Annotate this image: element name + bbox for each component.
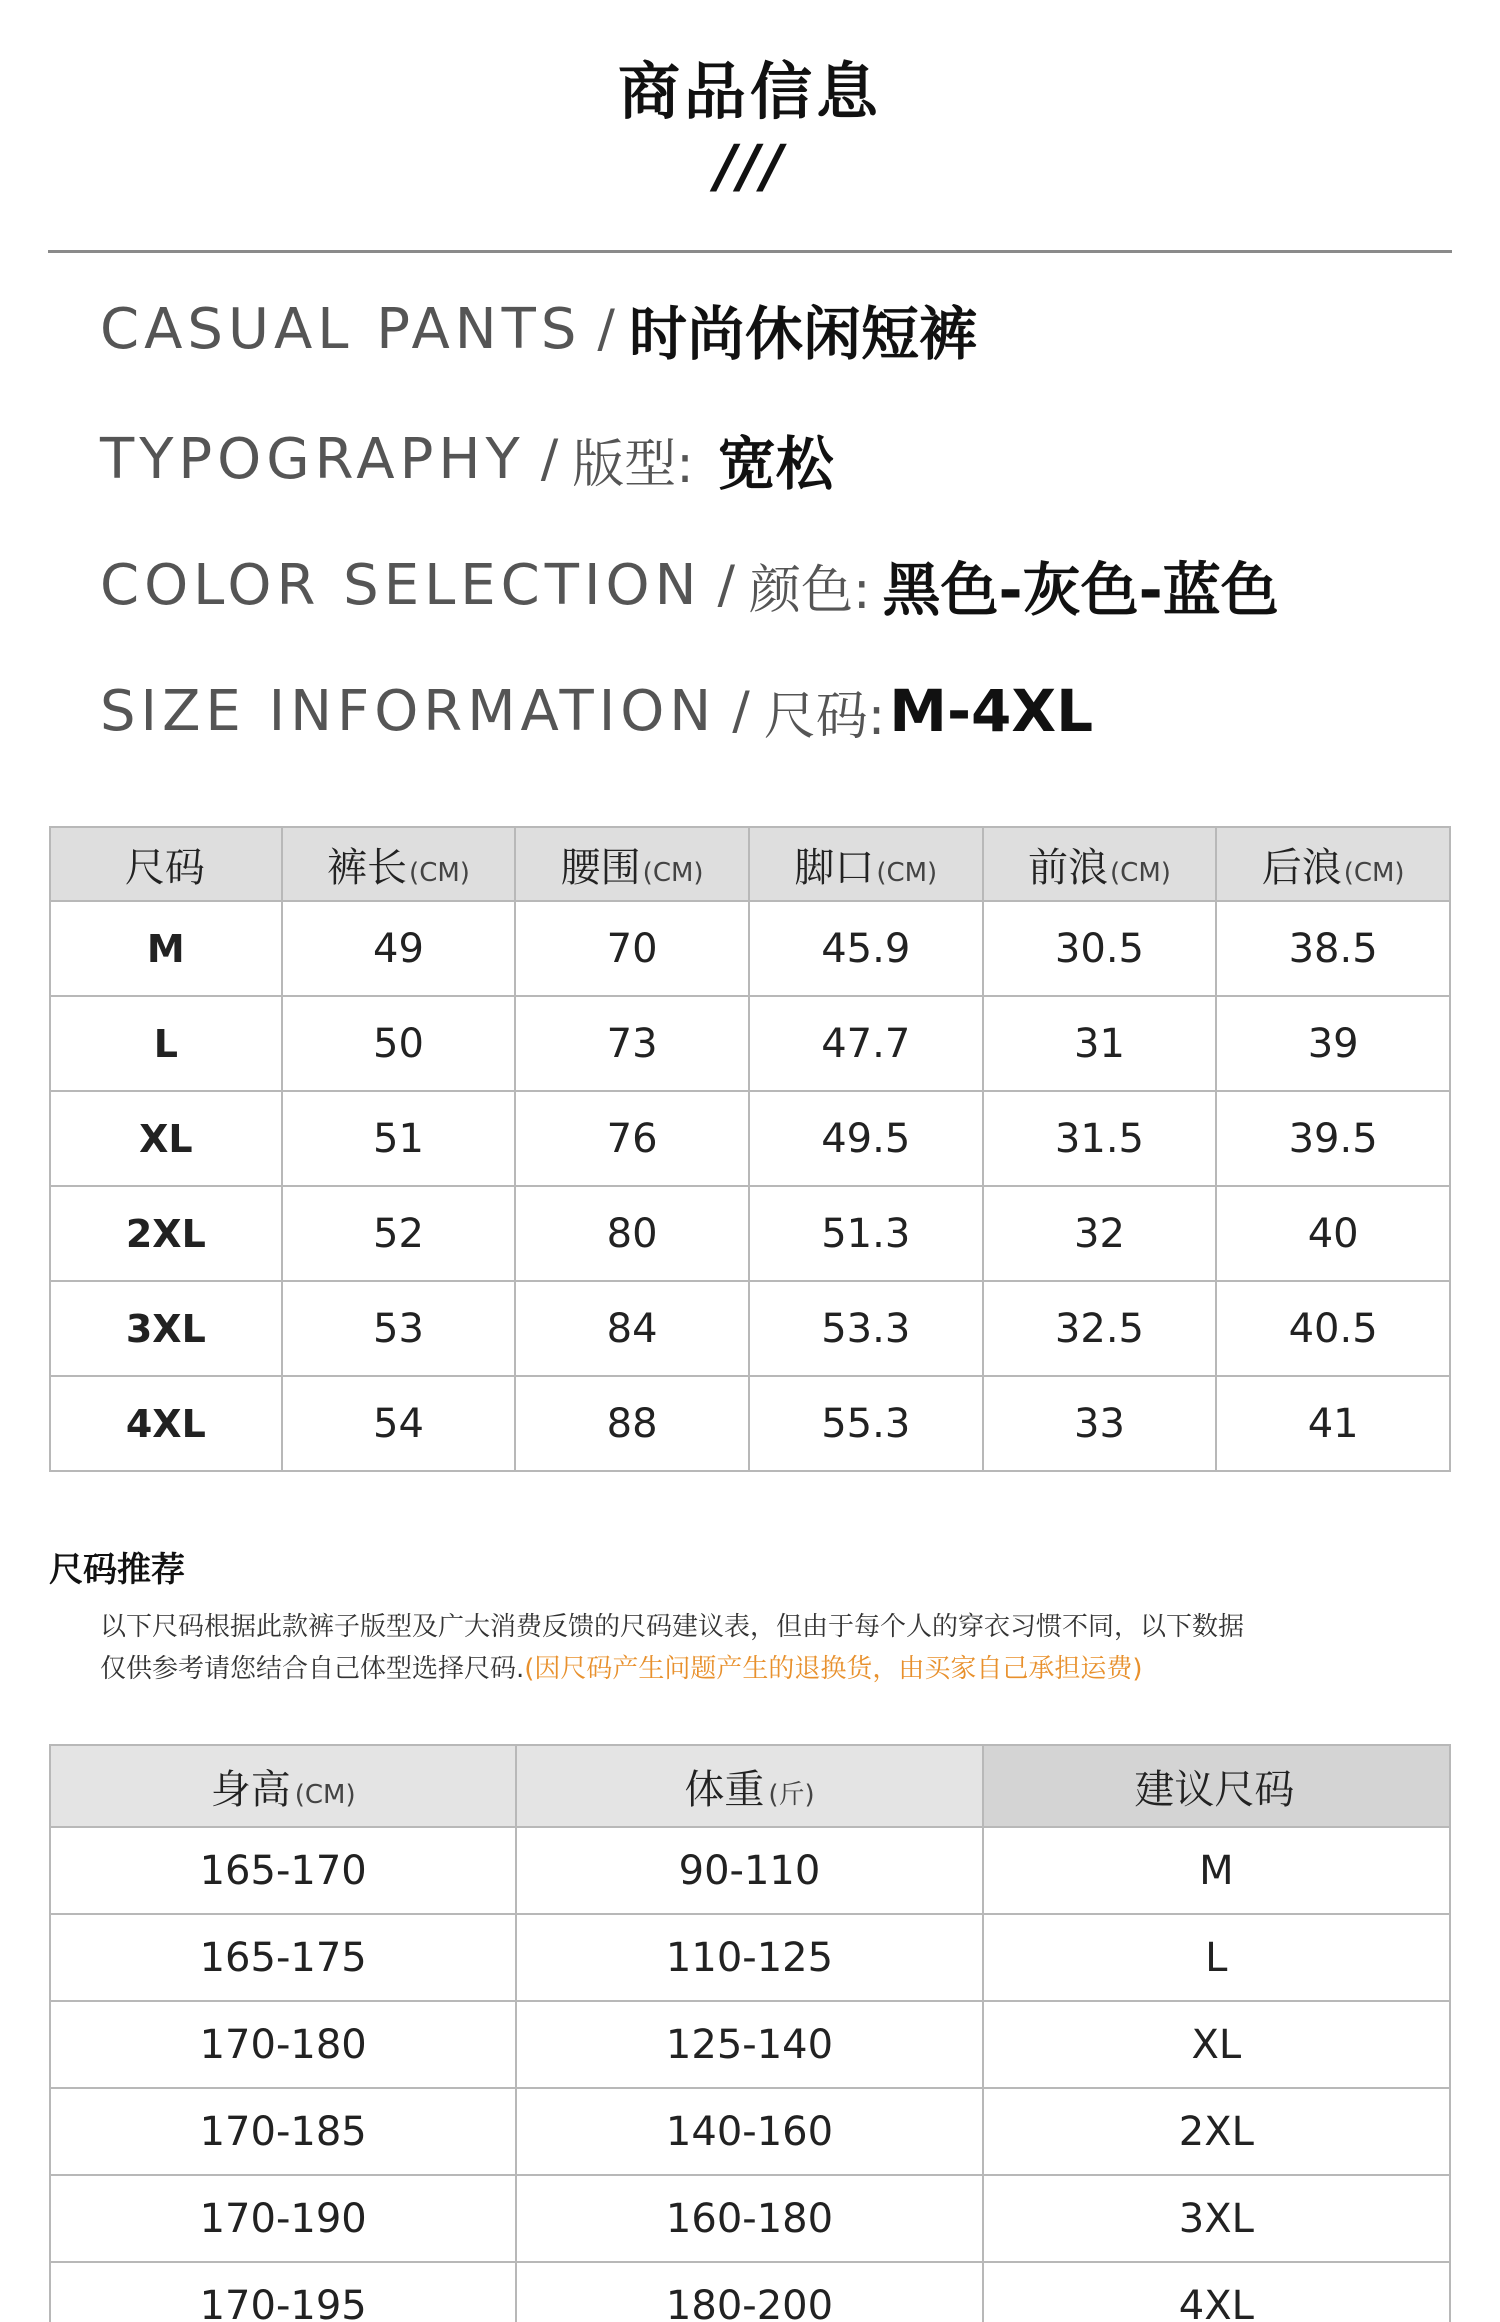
table-cell: 3XL [50,1281,282,1376]
table-cell: XL [983,2001,1450,2088]
table-cell: 32.5 [983,1281,1217,1376]
table-cell: 4XL [983,2262,1450,2322]
table-header-row [50,1745,1450,1827]
table-cell: 73 [515,996,749,1091]
info-en-label: TYPOGRAPHY [100,426,525,492]
table-cell: 70 [515,901,749,996]
table-cell: 165-175 [50,1914,516,2001]
table-cell: XL [50,1091,282,1186]
table-cell: 84 [515,1281,749,1376]
table-row [50,2088,1450,2175]
info-en-label: SIZE INFORMATION [100,678,717,744]
page-title: 商品信息 [617,55,882,128]
table-cell: M [50,901,282,996]
info-value: 黑色-灰色-蓝色 [882,556,1279,624]
table-cell: L [983,1914,1450,2001]
table-row [50,1827,1450,1914]
table-cell: 47.7 [749,996,983,1091]
table-cell: 50 [282,996,516,1091]
column-header: 体重 (斤) [516,1745,982,1827]
info-en-label: CASUAL PANTS [100,296,582,362]
column-header: 脚口(CM) [749,827,983,901]
info-value: 宽松 [717,430,834,498]
table-row [50,1091,1450,1186]
table-cell: 170-180 [50,2001,516,2088]
table-cell: 45.9 [749,901,983,996]
info-value: M-4XL [889,677,1094,745]
table-row [50,901,1450,996]
size-recommendation-table [49,1744,1451,2322]
table-cell: 90-110 [516,1827,982,1914]
table-cell: 2XL [50,1186,282,1281]
table-cell: 30.5 [983,901,1217,996]
table-cell: 170-190 [50,2175,516,2262]
column-header: 身高 (CM) [50,1745,516,1827]
info-row-fit [100,414,834,504]
table-row [50,2175,1450,2262]
info-row-color [100,540,1279,630]
table-cell: 53 [282,1281,516,1376]
info-row-size [100,666,1093,756]
column-header: 尺码 [50,827,282,901]
table-row [50,1281,1450,1376]
table-cell: 40.5 [1216,1281,1450,1376]
table-cell: 33 [983,1376,1217,1471]
table-cell: 51.3 [749,1186,983,1281]
recommend-note [100,1606,1400,1690]
table-row [50,2001,1450,2088]
table-cell: 170-195 [50,2262,516,2322]
table-row [50,1186,1450,1281]
info-value: 时尚休闲短裤 [628,300,977,368]
table-cell: 3XL [983,2175,1450,2262]
size-chart-table [49,826,1451,1472]
table-header-row [50,827,1450,901]
table-cell: 4XL [50,1376,282,1471]
table-row [50,2262,1450,2322]
info-cn-label: 版型: [572,434,694,495]
info-separator: / [717,555,736,615]
table-row [50,996,1450,1091]
table-cell: 38.5 [1216,901,1450,996]
table-cell: L [50,996,282,1091]
column-header: 后浪(CM) [1216,827,1450,901]
column-header: 建议尺码 [983,1745,1450,1827]
table-cell: M [983,1827,1450,1914]
title-decoration: /// [715,132,785,200]
table-cell: 52 [282,1186,516,1281]
table-cell: 140-160 [516,2088,982,2175]
table-cell: 31 [983,996,1217,1091]
info-separator: / [540,429,559,489]
section-title: 尺码推荐 [49,1550,185,1590]
info-cn-label: 尺码: [763,686,886,747]
table-cell: 2XL [983,2088,1450,2175]
divider [48,250,1452,253]
note-warning: (因尺码产生问题产生的退换货，由买家自己承担运费) [524,1654,1143,1684]
table-cell: 49.5 [749,1091,983,1186]
table-cell: 170-185 [50,2088,516,2175]
table-cell: 55.3 [749,1376,983,1471]
table-cell: 54 [282,1376,516,1471]
table-cell: 39 [1216,996,1450,1091]
table-cell: 110-125 [516,1914,982,2001]
note-line: 仅供参考请您结合自己体型选择尺码.(因尺码产生问题产生的退换货，由买家自己承担运费) [100,1654,1143,1684]
column-header: 前浪(CM) [983,827,1217,901]
table-cell: 41 [1216,1376,1450,1471]
table-cell: 32 [983,1186,1217,1281]
info-separator: / [732,681,750,741]
table-cell: 40 [1216,1186,1450,1281]
table-cell: 80 [515,1186,749,1281]
table-cell: 39.5 [1216,1091,1450,1186]
table-cell: 53.3 [749,1281,983,1376]
table-cell: 125-140 [516,2001,982,2088]
table-cell: 165-170 [50,1827,516,1914]
info-en-label: COLOR SELECTION [100,552,702,618]
table-cell: 180-200 [516,2262,982,2322]
table-cell: 88 [515,1376,749,1471]
table-cell: 49 [282,901,516,996]
column-header: 裤长(CM) [282,827,516,901]
info-separator: / [597,299,615,359]
info-cn-label: 颜色: [749,560,871,621]
column-header: 腰围(CM) [515,827,749,901]
table-cell: 160-180 [516,2175,982,2262]
table-cell: 31.5 [983,1091,1217,1186]
table-cell: 76 [515,1091,749,1186]
table-cell: 51 [282,1091,516,1186]
table-row [50,1914,1450,2001]
table-row [50,1376,1450,1471]
note-line: 以下尺码根据此款裤子版型及广大消费反馈的尺码建议表，但由于每个人的穿衣习惯不同，以下数据 [100,1612,1245,1642]
info-row-style [100,284,977,374]
